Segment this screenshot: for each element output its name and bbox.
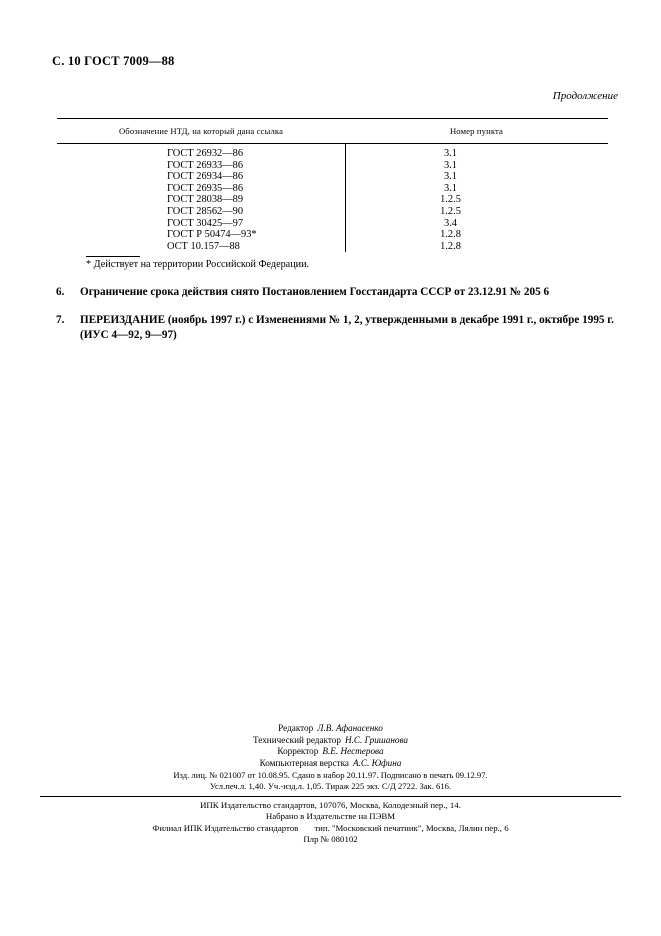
cell-ntd: ГОСТ 28038—89 <box>167 194 244 206</box>
cell-ntd: ГОСТ 30425—97 <box>167 217 244 229</box>
cell-ntd: ГОСТ 26933—86 <box>167 159 244 171</box>
cell-item: 1.2.8 <box>440 240 461 252</box>
table-header-row <box>57 119 608 144</box>
reference-table <box>57 118 608 252</box>
credit-name: В.Е. Нестерова <box>322 746 384 757</box>
table-row <box>57 229 608 241</box>
clause-7-number: 7. <box>56 314 65 326</box>
cell-item: 3.1 <box>444 182 457 194</box>
credit-name: Н.С. Гришанова <box>344 734 408 745</box>
table-header-item: Номер пункта <box>449 126 504 136</box>
clause-7-text: ПЕРЕИЗДАНИЕ (ноябрь 1997 г.) с Изменениями № 1, 2, утвержденными в декабре 1991 г., октябре 1995 г. (ИУС 4—92, 9—97) <box>80 314 614 341</box>
imprint-line: Изд. лиц. № 021007 от 10.08.95. Сдано в набор 20.11.97. Подписано в печать 09.12.97. <box>173 770 488 780</box>
publisher-branch <box>0 823 661 834</box>
clause-6-text: Ограничение срока действия снято Постановлением Госстандарта СССР от 23.12.91 № 205 6 <box>80 286 550 298</box>
table-row <box>57 206 608 218</box>
credit-name: Л.В. Афанасенко <box>317 723 383 733</box>
colophon-credits <box>0 723 661 769</box>
cell-ntd: ГОСТ Р 50474—93* <box>167 229 257 241</box>
table-footnote: * Действует на территории Российской Федерации. <box>86 259 310 270</box>
table-row <box>57 241 608 253</box>
table-column-divider <box>345 144 346 252</box>
cell-ntd: ГОСТ 26932—86 <box>167 148 244 159</box>
cell-ntd: ГОСТ 28562—90 <box>167 205 244 217</box>
cell-item: 1.2.5 <box>440 205 461 217</box>
cell-ntd: ГОСТ 26935—86 <box>167 182 244 194</box>
clause-6-number: 6. <box>56 286 65 298</box>
cell-item: 3.1 <box>444 148 457 159</box>
cell-item: 1.2.5 <box>440 194 461 206</box>
table-row <box>57 148 608 160</box>
table-row <box>57 171 608 183</box>
credit-line <box>0 735 661 747</box>
colophon-imprint <box>0 770 661 793</box>
cell-ntd: ГОСТ 26934—86 <box>167 171 244 183</box>
credit-role: Корректор <box>277 746 319 757</box>
imprint-line: Усл.печ.л. 1,40. Уч.-изд.л. 1,05. Тираж 225 экз. С/Д 2722. Зак. 616. <box>209 781 452 792</box>
table-row <box>57 194 608 206</box>
continuation-label: Продолжение <box>552 90 618 102</box>
cell-item: 3.1 <box>444 171 457 183</box>
table-row <box>57 218 608 230</box>
credit-line <box>0 758 661 770</box>
credit-line <box>0 746 661 758</box>
publisher-branch-right: тип. "Московский печатник", Москва, Лялин пер., 6 <box>314 822 509 833</box>
colophon-rule <box>40 796 621 797</box>
table-body <box>57 144 608 252</box>
credit-role: Редактор <box>278 723 314 733</box>
credit-role: Компьютерная верстка <box>259 757 350 768</box>
footnote-rule <box>86 256 140 257</box>
clause-7 <box>56 313 616 342</box>
table-header-ntd: Обозначение НТД, на который дана ссылка <box>118 126 284 136</box>
credit-name: А.С. Юфина <box>353 757 402 768</box>
clause-6 <box>56 285 616 300</box>
publisher-typesetting: Набрано в Издательстве на ПЭВМ <box>265 811 396 822</box>
running-head: С. 10 ГОСТ 7009—88 <box>52 54 175 68</box>
table-row <box>57 160 608 172</box>
cell-item: 3.1 <box>444 159 457 171</box>
publisher-license: Плр № 080102 <box>303 834 358 845</box>
cell-item: 3.4 <box>444 217 457 229</box>
table-row <box>57 183 608 195</box>
cell-item: 1.2.8 <box>440 229 461 241</box>
colophon-publisher <box>0 800 661 846</box>
cell-ntd: ОСТ 10.157—88 <box>167 240 240 252</box>
publisher-branch-left: Филиал ИПК Издательство стандартов <box>152 822 299 833</box>
credit-role: Технический редактор <box>253 734 341 745</box>
publisher-address: ИПК Издательство стандартов, 107076, Москва, Колодезный пер., 14. <box>200 800 461 810</box>
credit-line <box>0 723 661 735</box>
